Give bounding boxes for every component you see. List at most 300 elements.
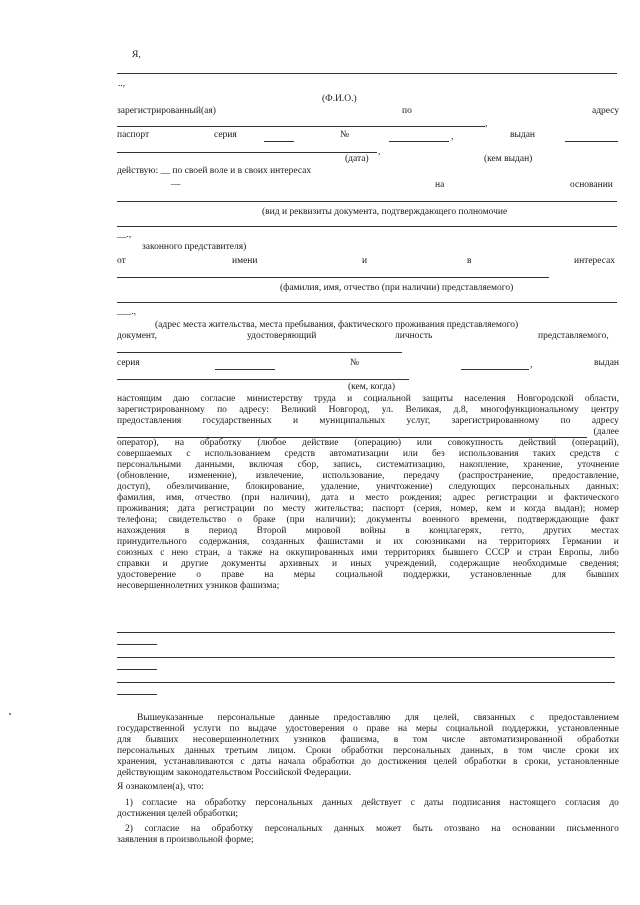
word: в: [513, 757, 518, 767]
word: учреждений,: [384, 559, 437, 569]
consent-line: [117, 570, 619, 581]
word: согласие: [144, 824, 180, 834]
word: для: [117, 735, 131, 745]
rep-dots: __.,: [117, 230, 132, 240]
word: с: [530, 713, 535, 723]
word: фашизма,: [340, 735, 380, 745]
word: по: [560, 416, 571, 426]
word: необходимые: [512, 559, 567, 569]
series2-label: серия: [117, 358, 140, 368]
word: даты: [424, 798, 444, 808]
blank-line-short: [117, 669, 157, 670]
word: на: [186, 798, 196, 808]
word: территориях: [499, 537, 551, 547]
registered-label: зарегистрированный(ая): [117, 106, 216, 116]
word: социальной: [335, 570, 383, 580]
word: факт: [599, 515, 619, 525]
number-line: [389, 141, 449, 142]
purpose-line: [117, 746, 619, 757]
word: автоматизации: [329, 449, 389, 459]
word: обработку: [211, 824, 254, 834]
word: (операцию): [354, 438, 401, 448]
word: праве: [366, 724, 390, 734]
word: предоставлением: [548, 713, 619, 723]
word: данных:: [586, 482, 619, 492]
word: принудительного: [117, 537, 187, 547]
word: муниципальных: [319, 416, 386, 426]
consent-line: [117, 515, 619, 526]
identity-label: личность: [395, 331, 433, 341]
word: на: [477, 537, 487, 547]
purpose-line: [117, 757, 619, 768]
word: войны: [360, 526, 386, 536]
word: адресу:: [239, 405, 269, 415]
word: достижения: [378, 757, 427, 767]
word: и: [510, 504, 516, 514]
word: даю: [173, 394, 190, 404]
word: населения: [464, 394, 506, 404]
word: (операций),: [572, 438, 619, 448]
consent-line: [117, 394, 619, 405]
passport-label: паспорт: [117, 130, 150, 140]
name-caption: (фамилия, имя, отчество (при наличии) представляемого): [280, 283, 514, 293]
word: области,: [584, 394, 619, 404]
word: использования: [458, 449, 519, 459]
word: государственной: [117, 724, 185, 734]
word: том: [517, 746, 533, 756]
word: предоставляю: [333, 713, 391, 723]
word: Европы,: [558, 548, 593, 558]
ya-label: Я,: [132, 50, 141, 60]
doc-caption: (вид и реквизиты документа, подтверждающего полномочие: [262, 207, 508, 217]
word: обработки: [341, 746, 384, 756]
word: Великая,: [405, 405, 442, 415]
word: удостоверение: [117, 570, 176, 580]
word: хранения,: [117, 757, 157, 767]
addr-dots: ___.,: [117, 307, 136, 317]
represented-address-line: [117, 302, 617, 303]
item-1: [117, 798, 619, 820]
word: центру: [590, 405, 619, 415]
word: ими: [361, 548, 378, 558]
word: до: [609, 798, 619, 808]
word: может: [375, 824, 402, 834]
word: Второй: [256, 526, 287, 536]
word: и: [375, 537, 381, 547]
word: социальной: [363, 394, 411, 404]
dash-label: —: [171, 180, 181, 190]
word: быть: [412, 824, 433, 834]
consent-line: [117, 482, 619, 493]
blank-line: [117, 632, 615, 633]
word: (серия,: [413, 504, 442, 514]
word: подписания: [452, 798, 501, 808]
word: таких: [532, 449, 556, 459]
word: следующих: [448, 482, 496, 492]
word: выдаче: [248, 724, 277, 734]
word: обработку: [204, 798, 247, 808]
word: кем: [486, 504, 502, 514]
word: на: [174, 438, 185, 448]
word: хранение,: [522, 460, 563, 470]
word: гетто,: [500, 526, 525, 536]
word: территориях: [384, 548, 436, 558]
word: многофункциональному: [480, 405, 579, 415]
word: свидетельство: [168, 515, 227, 525]
word: передачу: [403, 471, 440, 481]
word: и: [516, 548, 522, 558]
item-2: [117, 824, 619, 846]
word: совокупность: [447, 438, 503, 448]
word: обезличивание,: [166, 482, 230, 492]
word: когда: [524, 504, 546, 514]
word: обработки: [464, 757, 506, 767]
purpose-line: [117, 713, 619, 724]
word: Германии: [562, 537, 602, 547]
word: действий: [518, 438, 557, 448]
scan-speck: [9, 713, 11, 715]
document-line: [117, 352, 402, 353]
word: оператор),: [117, 438, 159, 448]
word: основании: [512, 824, 555, 834]
interests-label: интересах: [574, 256, 616, 266]
word: обработку: [200, 438, 242, 448]
word: числе: [441, 735, 465, 745]
word: и: [347, 394, 353, 404]
word: о: [237, 515, 242, 525]
word: или: [416, 438, 432, 448]
word: несовершеннолетних: [192, 735, 280, 745]
word: поддержки,: [403, 570, 450, 580]
purpose-line: [117, 724, 619, 735]
word: зарегистрированному: [451, 416, 540, 426]
by-whom-when-caption: (кем, когда): [348, 382, 396, 392]
fullname-line: [117, 73, 617, 74]
purpose-line: действующим законодательством Российской Федерации.: [117, 768, 352, 778]
v-label: в: [467, 256, 472, 266]
fio-caption: (Ф.И.О.): [322, 94, 357, 104]
represented-label: представляемого,: [538, 331, 609, 341]
word: целей: [433, 757, 457, 767]
word: содержащие: [449, 559, 500, 569]
word: на: [397, 724, 408, 734]
word: персональными: [117, 460, 182, 470]
word: сведения;: [580, 559, 619, 569]
word: на: [190, 824, 201, 834]
consent-line: [117, 537, 619, 548]
address-label: адресу: [592, 106, 620, 116]
word: доступ),: [117, 482, 151, 492]
po-label: по: [402, 106, 412, 116]
issued-label: выдан: [510, 130, 536, 140]
word: персональных: [264, 824, 323, 834]
word: местах: [590, 526, 619, 536]
word: в: [393, 735, 399, 745]
word: бывших: [586, 570, 619, 580]
word: защиты: [422, 394, 453, 404]
word: и: [613, 537, 619, 547]
word: предоставление,: [552, 471, 619, 481]
word: месту: [282, 504, 306, 514]
word: сбор,: [297, 460, 319, 470]
word: персональных: [255, 798, 314, 808]
word: проживания;: [117, 504, 169, 514]
number2-line: [461, 369, 529, 370]
rep-caption: законного представителя): [142, 242, 247, 252]
comma-2: ,: [451, 132, 454, 142]
word: отчество: [194, 493, 231, 503]
consent-line: [117, 493, 619, 504]
word: услуги: [193, 724, 221, 734]
word: с: [160, 548, 165, 558]
consent-line: [117, 460, 619, 471]
word: другие: [180, 559, 209, 569]
word: выдан);: [554, 504, 586, 514]
word: средств: [569, 449, 601, 459]
word: 2): [125, 824, 133, 834]
series2-line: [215, 369, 275, 370]
word: удостоверения: [285, 724, 345, 734]
word: меры: [293, 570, 316, 580]
word: 1): [125, 798, 133, 808]
word: (при: [286, 515, 305, 525]
word: д.8,: [453, 405, 468, 415]
word: наличии);: [315, 515, 356, 525]
word: настоящего: [509, 798, 556, 808]
word: Вышеуказанные: [137, 713, 204, 723]
word: сроки: [575, 746, 600, 756]
consent-line: [117, 471, 619, 482]
word: в: [503, 746, 508, 756]
consent-line: (далее: [593, 427, 619, 437]
consent-line: [117, 405, 619, 416]
word: о: [196, 570, 201, 580]
word: связанных: [473, 713, 516, 723]
by-whom-caption: (кем выдан): [484, 154, 533, 164]
blank-line-short: [117, 644, 157, 645]
word: числе: [542, 746, 566, 756]
word: установленные: [470, 570, 532, 580]
blank-line-short: [117, 694, 157, 695]
word: персональные: [217, 713, 275, 723]
word: блокирование,: [245, 482, 305, 492]
word: зарегистрированному: [117, 405, 205, 415]
word: начала: [278, 757, 306, 767]
word: подтверждающие: [517, 515, 589, 525]
word: до: [361, 757, 371, 767]
word: отозвано: [444, 824, 480, 834]
word: поддержки,: [501, 724, 549, 734]
word: уничтожение): [375, 482, 433, 492]
word: использование,: [322, 471, 385, 481]
word: персональных: [117, 746, 175, 756]
comma-1: ,: [485, 119, 488, 129]
word: без: [431, 449, 445, 459]
word: по: [263, 504, 274, 514]
consent-line: [117, 548, 619, 559]
word: с: [614, 449, 619, 459]
word: бывшего: [442, 548, 479, 558]
word: имя,: [166, 493, 184, 503]
word: либо: [599, 548, 619, 558]
word: включая: [249, 460, 284, 470]
word: период: [208, 526, 238, 536]
number-sign: №: [340, 130, 350, 140]
acting-label: действую: __ по своей воле и в своих интересах: [117, 166, 312, 176]
word: Великий: [281, 405, 317, 415]
word: времени,: [470, 515, 507, 525]
word: в: [405, 526, 410, 536]
word: согласия: [565, 798, 601, 808]
word: и: [292, 416, 299, 426]
word: социальной: [445, 724, 494, 734]
word: для: [551, 570, 566, 580]
word: иных: [350, 559, 372, 569]
word: и: [349, 493, 355, 503]
word: систематизацию,: [376, 460, 446, 470]
word: жительства;: [314, 504, 364, 514]
word: и: [547, 493, 554, 503]
item-line: заявления в произвольной форме;: [117, 835, 254, 845]
word: удаление,: [320, 482, 360, 492]
word: других: [543, 526, 572, 536]
acknowledged-label: Я ознакомлен(а), что:: [117, 782, 204, 792]
word: военного: [422, 515, 460, 525]
word: государственных: [202, 416, 272, 426]
purpose-line: [117, 735, 619, 746]
word: Сроки: [305, 746, 332, 756]
word: устанавливаются: [164, 757, 234, 767]
dots-label: ..,: [118, 79, 126, 89]
word: адрес: [452, 493, 476, 503]
passport-detail-line: [117, 152, 377, 153]
word: том: [412, 735, 428, 745]
i-label: и: [362, 256, 368, 266]
series-label: серия: [214, 130, 237, 140]
word: данных: [334, 824, 365, 834]
word: нею: [171, 548, 188, 558]
word: или: [402, 449, 418, 459]
word: целей,: [433, 713, 460, 723]
word: совершаемых: [117, 449, 173, 459]
word: СССР: [485, 548, 510, 558]
word: установленные: [557, 724, 619, 734]
blank-line: [117, 682, 615, 683]
word: с: [186, 449, 191, 459]
word: адресу: [591, 416, 619, 426]
consent-paragraph: [117, 394, 619, 592]
consent-line: [117, 559, 619, 570]
word: регистрации: [203, 504, 255, 514]
word: обработки: [312, 757, 355, 767]
issued-line: [565, 141, 618, 142]
word: Новгород,: [328, 405, 370, 415]
word: их: [393, 537, 404, 547]
word: установленные: [557, 757, 619, 767]
comma-4: ,: [530, 360, 533, 370]
consent-line: [117, 438, 619, 449]
word: фактического: [564, 493, 619, 503]
consent-line: [117, 504, 619, 515]
word: архивных: [279, 559, 319, 569]
word: дата: [321, 493, 339, 503]
word: стран,: [195, 548, 221, 558]
registration-address-line: [117, 126, 485, 127]
word: о: [353, 724, 358, 734]
word: (обновление,: [117, 471, 170, 481]
word: регистрации: [486, 493, 537, 503]
authority-doc-line: [117, 201, 617, 202]
word: (распространение,: [458, 471, 534, 481]
word: использованием: [204, 449, 271, 459]
item-line: [117, 798, 619, 809]
addr-caption: (адрес места жительства, места пребывания, фактического проживания представляемого): [155, 320, 519, 330]
word: автоматизированной: [479, 735, 563, 745]
word: Новгородской: [516, 394, 574, 404]
represented-name-line: [117, 277, 549, 278]
word: (при: [241, 493, 260, 503]
word: бывших: [145, 735, 179, 745]
na-label: на: [435, 180, 445, 190]
word: узников: [293, 735, 326, 745]
word: уточнение: [577, 460, 619, 470]
word: фашистами: [316, 537, 364, 547]
word: справки: [117, 559, 150, 569]
word: персональных: [393, 746, 451, 756]
word: меры: [415, 724, 438, 734]
word: данных: [184, 746, 216, 756]
consent-line: несовершеннолетних узников фашизма;: [117, 581, 280, 591]
word: ул.: [381, 405, 394, 415]
word: изменение),: [188, 471, 237, 481]
word: услуг,: [406, 416, 431, 426]
issued2-label: выдан: [594, 358, 620, 368]
word: номер,: [450, 504, 478, 514]
date-caption: (дата): [345, 154, 369, 164]
word: с: [240, 757, 245, 767]
word: для: [404, 713, 419, 723]
word: оккупированных: [285, 548, 355, 558]
word: союзных: [117, 548, 154, 558]
word: мировой: [305, 526, 341, 536]
word: документы: [366, 515, 412, 525]
word: (любое: [257, 438, 287, 448]
word: обработки: [577, 735, 619, 745]
word: действует: [361, 798, 402, 808]
word: паспорт: [372, 504, 405, 514]
word: праве: [221, 570, 244, 580]
word: союзниками: [415, 537, 466, 547]
comma-3: ,: [378, 147, 381, 157]
word: третьим: [225, 746, 258, 756]
consent-line: [117, 449, 619, 460]
consent-line: [117, 526, 619, 537]
word: данных,: [460, 746, 494, 756]
word: концлагерях,: [429, 526, 482, 536]
word: телефона;: [117, 515, 158, 525]
basis-label: основании: [570, 180, 613, 190]
word: содержания,: [199, 537, 250, 547]
item-line: [117, 824, 619, 835]
word: извлечение,: [255, 471, 304, 481]
word: на: [264, 570, 274, 580]
word: на: [269, 548, 279, 558]
word: лицом.: [267, 746, 296, 756]
word: данными,: [195, 460, 235, 470]
blank-line: [117, 657, 615, 658]
word: рождения;: [399, 493, 442, 503]
word: номер: [594, 504, 619, 514]
